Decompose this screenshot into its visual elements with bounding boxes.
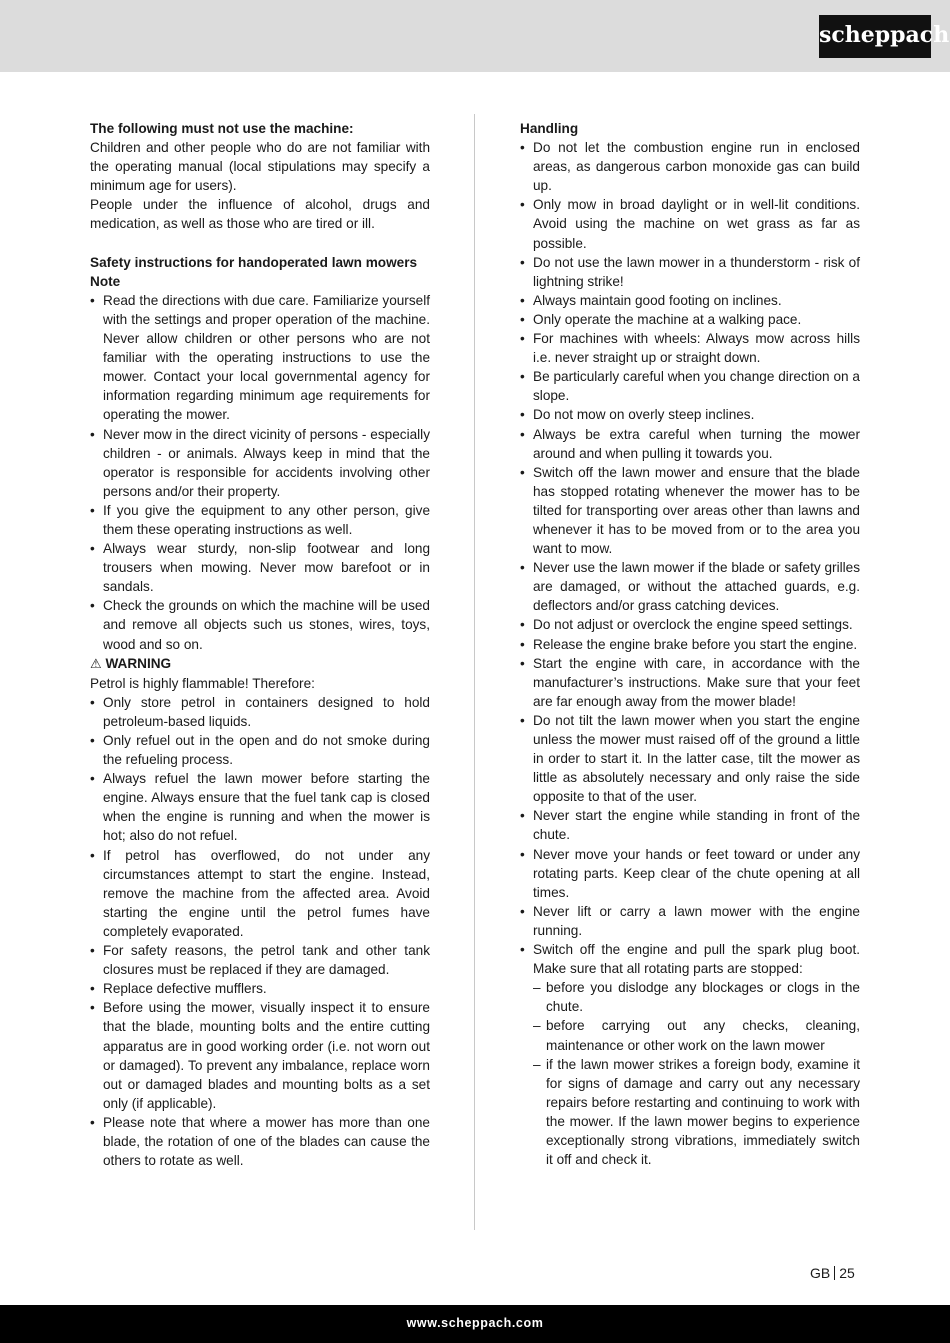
list-item: • Do not mow on overly steep inclines.	[520, 405, 860, 424]
list-item: • For machines with wheels: Always mow across hills i.e. never straight up or straight down.	[520, 329, 860, 367]
list-item: • Please note that where a mower has more than one blade, the rotation of one of the blades can cause the others to rotate as well.	[90, 1113, 430, 1170]
list-item: • Never move your hands or feet toward or under any rotating parts. Keep clear of the chute opening at all times.	[520, 845, 860, 902]
list-item: • Only operate the machine at a walking pace.	[520, 310, 860, 329]
header-band	[0, 0, 950, 72]
list-item: • Always wear sturdy, non-slip footwear and long trousers when mowing. Never mow barefoot or in sandals.	[90, 539, 430, 596]
warning-heading: WARNING	[105, 655, 172, 671]
list-item: • Always be extra careful when turning the mower around and when pulling it towards you.	[520, 425, 860, 463]
right-column	[520, 119, 860, 1169]
handling-heading: Handling	[520, 121, 579, 136]
list-item: • Do not tilt the lawn mower when you start the engine unless the mower must raised off of the ground a little in order to start it. In the latter case, tilt the mower as little as absolutely necessary and only raise the side opposite to that of the user.	[520, 711, 860, 806]
column-divider	[474, 114, 475, 1230]
list-item: • Never start the engine while standing in front of the chute.	[520, 806, 860, 844]
list-item: • Switch off the lawn mower and ensure that the blade has stopped rotating whenever the mower has to be tilted for transporting over areas other than lawns and whenever it has to be moved from or to the area you want to mow.	[520, 463, 860, 558]
warning-triangle-icon: ⚠	[90, 656, 102, 672]
list-item: • For safety reasons, the petrol tank and other tank closures must be replaced if they are damaged.	[90, 941, 430, 979]
page-separator	[834, 1266, 835, 1280]
list-item: • If petrol has overflowed, do not under any circumstances attempt to start the engine. Instead, remove the machine from the affected area. Avoid starting the engine until the petrol fumes have completely evaporated.	[90, 846, 430, 941]
left-column	[90, 119, 430, 1170]
list-item: • Always refuel the lawn mower before starting the engine. Always ensure that the fuel tank cap is closed when the engine is running and when the mower is hot; also do not refuel.	[90, 769, 430, 845]
footer-url[interactable]: www.scheppach.com	[406, 1316, 544, 1330]
handling-list	[520, 138, 860, 1169]
list-item: • Do not let the combustion engine run in enclosed areas, as dangerous carbon monoxide gas can build up.	[520, 138, 860, 195]
sub-list	[533, 978, 860, 1169]
list-item: • Start the engine with care, in accordance with the manufacturer’s instructions. Make sure that your feet are far enough away from the mower blade!	[520, 654, 860, 711]
list-item: • Never lift or carry a lawn mower with the engine running.	[520, 902, 860, 940]
not-use-paragraph-1: Children and other people who do are not familiar with the operating manual (local stipulations may specify a minimum age for users).	[90, 140, 430, 194]
switch-off-text: Switch off the engine and pull the spark plug boot. Make sure that all rotating parts are stopped:	[533, 942, 860, 977]
safety-heading: Safety instructions for handoperated lawn mowers	[90, 254, 418, 270]
page-number-value: 25	[839, 1265, 855, 1281]
list-item: • Do not use the lawn mower in a thunderstorm - risk of lightning strike!	[520, 253, 860, 291]
not-use-heading: The following must not use the machine:	[90, 121, 354, 136]
list-item: • Release the engine brake before you start the engine.	[520, 635, 860, 654]
scheppach-logo: scheppach	[819, 15, 931, 58]
list-item: • Replace defective mufflers.	[90, 979, 430, 998]
list-item: • Only refuel out in the open and do not smoke during the refueling process.	[90, 731, 430, 769]
list-item: • If you give the equipment to any other person, give them these operating instructions as well.	[90, 501, 430, 539]
list-item: • Check the grounds on which the machine will be used and remove all objects such us stones, wires, toys, wood and so on.	[90, 596, 430, 653]
list-item: • Always maintain good footing on inclines.	[520, 291, 860, 310]
sub-list-item: – if the lawn mower strikes a foreign body, examine it for signs of damage and carry out any necessary repairs before restarting and continuing to work with the mower. If the lawn mower begins to experience exceptionally strong vibrations, immediately switch it off and check it.	[533, 1055, 860, 1170]
list-item: • Read the directions with due care. Familiarize yourself with the settings and proper operation of the machine. Never allow children or other persons who are not familiar with the operating instructions to use the mower. Contact your local governmental agency for information regarding minimum age requirements for operating the mower.	[90, 291, 430, 425]
list-item: • Never use the lawn mower if the blade or safety grilles are damaged, or without the attached guards, e.g. deflectors and/or grass catching devices.	[520, 558, 860, 615]
list-item: • Only mow in broad daylight or in well-lit conditions. Avoid using the machine on wet grass as far as possible.	[520, 195, 860, 252]
list-item: • Never mow in the direct vicinity of persons - especially children - or animals. Always keep in mind that the operator is responsible for accidents involving other persons and/or their property.	[90, 425, 430, 501]
page-number	[810, 1265, 855, 1281]
list-item: • Before using the mower, visually inspect it to ensure that the blade, mounting bolts and the entire cutting apparatus are in good working order (i.e. not worn out or damaged). To prevent any imbalance, replace worn out or damaged blades and mounting bolts as a set only (if applicable).	[90, 998, 430, 1113]
warning-list	[90, 693, 430, 1170]
list-item: • Do not adjust or overclock the engine speed settings.	[520, 615, 860, 634]
list-item: • Only store petrol in containers designed to hold petroleum-based liquids.	[90, 693, 430, 731]
footer-bar	[0, 1305, 950, 1343]
spacer	[90, 234, 430, 253]
page-lang: GB	[810, 1265, 831, 1281]
note-heading: Note	[90, 273, 121, 289]
not-use-paragraph-2: People under the influence of alcohol, drugs and medication, as well as those who are tired or ill.	[90, 197, 430, 232]
sub-list-item: – before you dislodge any blockages or clogs in the chute.	[533, 978, 860, 1016]
list-item: • Be particularly careful when you change direction on a slope.	[520, 367, 860, 405]
warning-intro: Petrol is highly flammable! Therefore:	[90, 675, 315, 691]
list-item-switch-off	[520, 940, 860, 1169]
warning-heading-row	[90, 654, 430, 674]
note-list	[90, 291, 430, 654]
sub-list-item: – before carrying out any checks, cleaning, maintenance or other work on the lawn mower	[533, 1016, 860, 1054]
